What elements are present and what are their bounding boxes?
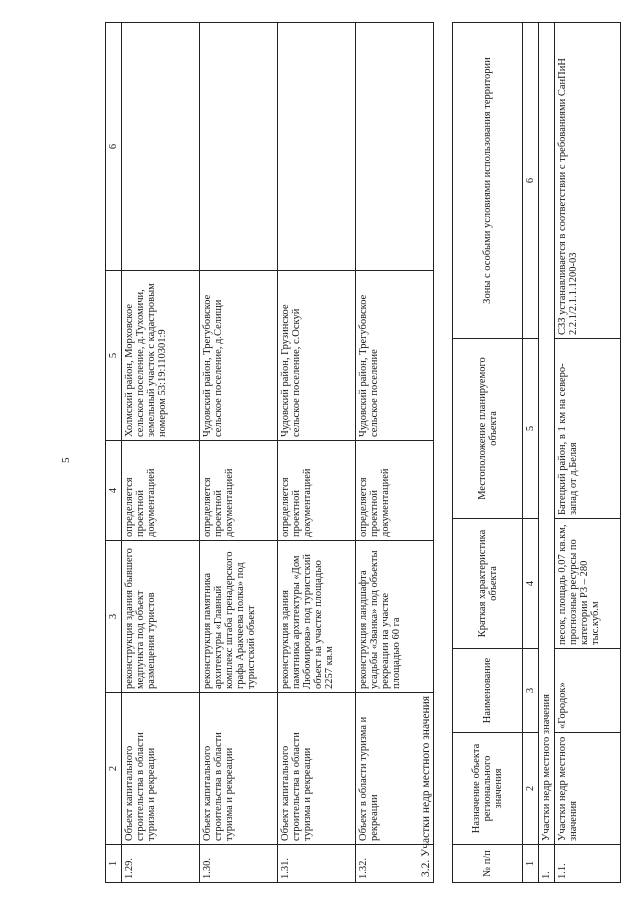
name-cell: «Городок» bbox=[555, 649, 621, 733]
col-num: 2 bbox=[106, 693, 122, 845]
section-label: Участки недр местного значения bbox=[539, 23, 555, 845]
zones-cell bbox=[122, 23, 200, 271]
col-num: 1 bbox=[523, 845, 539, 883]
col-num: 1 bbox=[106, 845, 122, 883]
page-number: 5 bbox=[60, 457, 72, 463]
zones-cell bbox=[200, 23, 278, 271]
zones-cell bbox=[356, 23, 434, 271]
characteristic-cell: определяется проектной документацией bbox=[278, 441, 356, 541]
name-cell: реконструкция ландшафта усадьбы «Званка» под объекты рекреации на участке площадью 60 га bbox=[356, 541, 434, 693]
header-cell: Местоположение планируемого объекта bbox=[453, 339, 523, 519]
table-header-row bbox=[106, 23, 122, 883]
table-row bbox=[555, 23, 621, 883]
characteristic-cell: песок, площадь 0,07 кв.км, прогнозные ресурсы по категории Р3 – 280 тыс.куб.м bbox=[555, 519, 621, 649]
table-row bbox=[122, 23, 200, 883]
header-cell: Зоны с особыми условиями использования территории bbox=[453, 23, 523, 339]
location-cell: Батецкий район, в 1 км на северо-запад от д.Белая bbox=[555, 339, 621, 519]
characteristic-cell: определяется проектной документацией bbox=[200, 441, 278, 541]
name-cell: реконструкция памятника архитектуры «Главный комплекс штаба гренадерского графа Аракчеева полка» под туристский объект bbox=[200, 541, 278, 693]
col-num: 3 bbox=[523, 649, 539, 733]
col-num: 3 bbox=[106, 541, 122, 693]
table-header-row bbox=[453, 23, 523, 883]
purpose-cell: Объект капитального строительства в области туризма и рекреации bbox=[200, 693, 278, 845]
col-num: 6 bbox=[523, 23, 539, 339]
name-cell: реконструкция здания памятника архитектуры «Дом Любомирова» под туристский объект на участке площадью 2257 кв.м bbox=[278, 541, 356, 693]
row-number: 1.29. bbox=[122, 845, 200, 883]
col-num: 4 bbox=[523, 519, 539, 649]
table-row bbox=[200, 23, 278, 883]
col-num: 2 bbox=[523, 733, 539, 845]
name-cell: реконструкция здания бывшего медпункта под объект размещения туристов bbox=[122, 541, 200, 693]
row-number: 1.32. bbox=[356, 845, 434, 883]
col-num: 6 bbox=[106, 23, 122, 271]
location-cell: Холмский район, Морховское сельское поселение, д.Тухомичи, земельный участок с кадастровым номером 53:19:110301:9 bbox=[122, 271, 200, 441]
characteristic-cell: определяется проектной документацией bbox=[356, 441, 434, 541]
characteristic-cell: определяется проектной документацией bbox=[122, 441, 200, 541]
col-num: 5 bbox=[523, 339, 539, 519]
purpose-cell: Участки недр местного значения bbox=[555, 733, 621, 845]
header-cell: Краткая характеристика объекта bbox=[453, 519, 523, 649]
row-number: 1.30. bbox=[200, 845, 278, 883]
col-num: 4 bbox=[106, 441, 122, 541]
section-heading: 3.2. Участки недр местного значения bbox=[420, 695, 432, 877]
zones-cell: СЗЗ устанавливается в соответствии с требованиями СанПиН 2.2.1/2.1.1.1200-03 bbox=[555, 23, 621, 339]
section-row bbox=[539, 23, 555, 883]
table-row bbox=[278, 23, 356, 883]
zones-cell bbox=[278, 23, 356, 271]
row-number: 1.31. bbox=[278, 845, 356, 883]
objects-table bbox=[105, 22, 434, 883]
location-cell: Чудовский район, Трегубовское сельское поселение, д.Селищи bbox=[200, 271, 278, 441]
column-number-row bbox=[523, 23, 539, 883]
row-number: 1.1. bbox=[555, 845, 621, 883]
header-cell: № п/п bbox=[453, 845, 523, 883]
location-cell: Чудовский район, Трегубовское сельское поселение bbox=[356, 271, 434, 441]
section-number: 1. bbox=[539, 845, 555, 883]
purpose-cell: Объект капитального строительства в области туризма и рекреации bbox=[278, 693, 356, 845]
header-cell: Назначение объекта регионального значения bbox=[453, 733, 523, 845]
purpose-cell: Объект в области туризма и рекреации bbox=[356, 693, 434, 845]
header-cell: Наименование bbox=[453, 649, 523, 733]
purpose-cell: Объект капитального строительства в области туризма и рекреации bbox=[122, 693, 200, 845]
col-num: 5 bbox=[106, 271, 122, 441]
subsoil-table bbox=[452, 22, 621, 883]
location-cell: Чудовский район, Грузинское сельское поселение, с.Оскуй bbox=[278, 271, 356, 441]
